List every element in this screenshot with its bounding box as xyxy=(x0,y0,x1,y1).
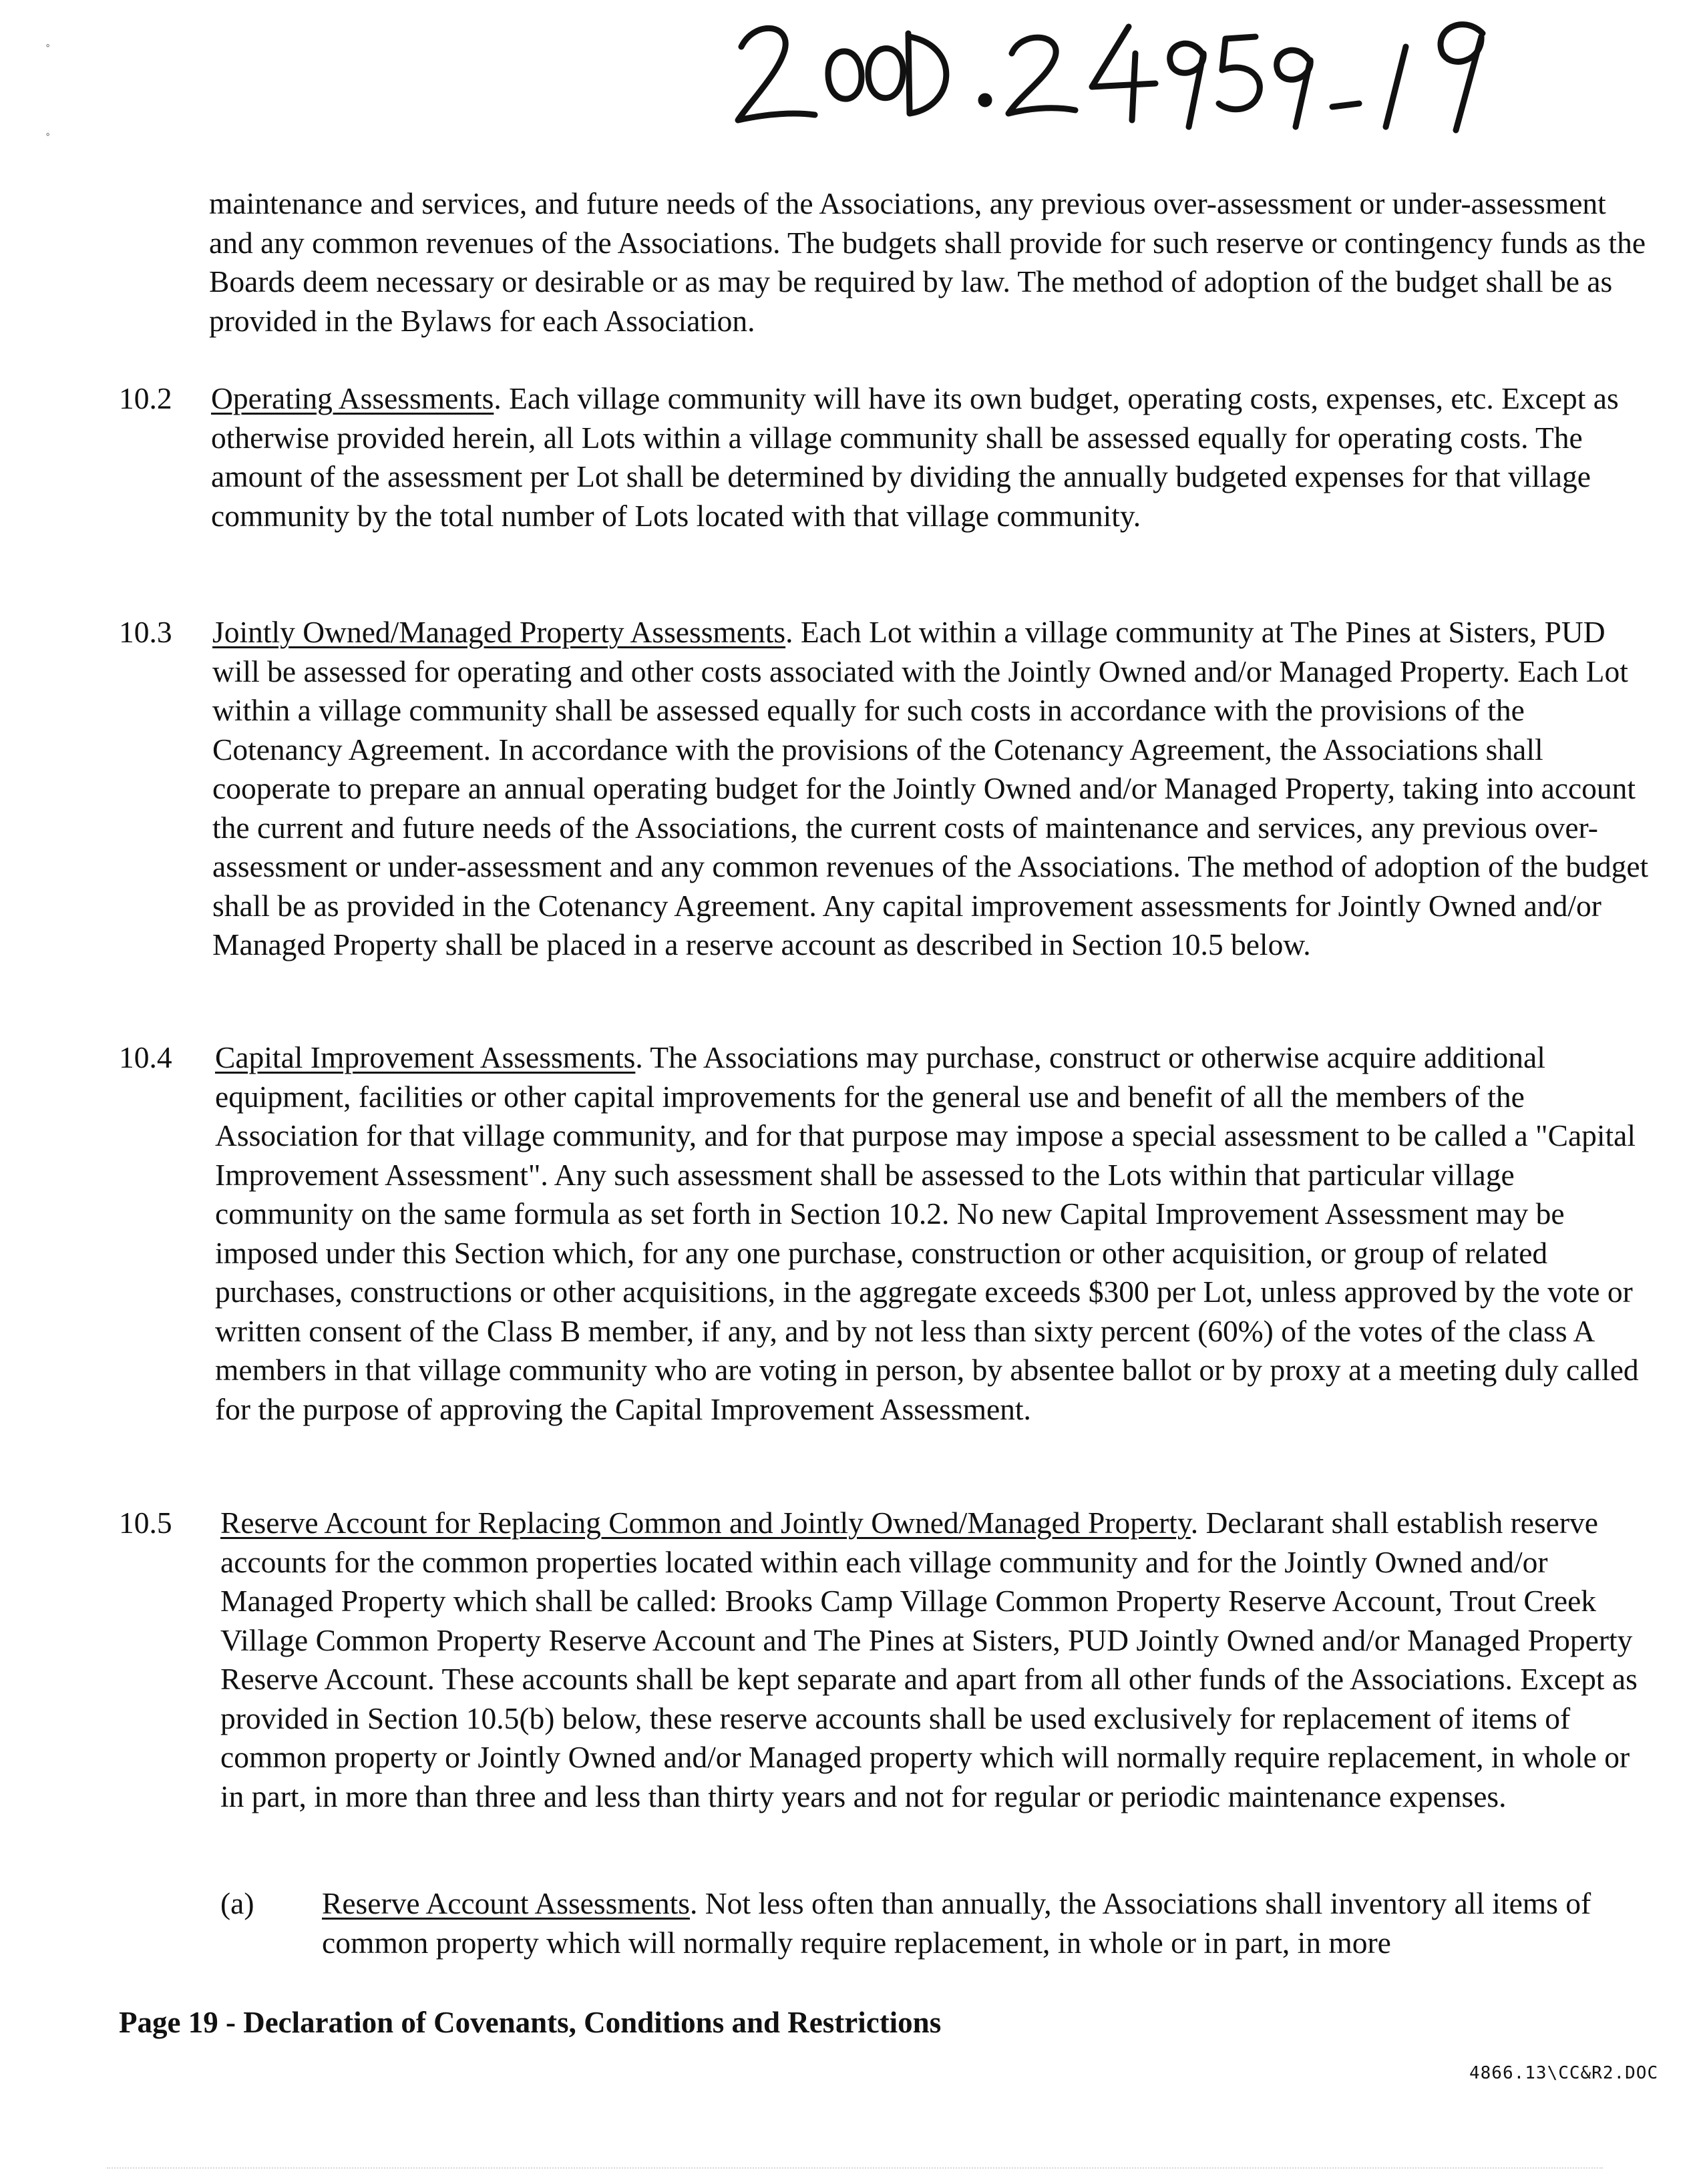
section-10-5-paragraph xyxy=(220,1504,1660,1816)
section-number: 10.4 xyxy=(119,1040,172,1074)
section-number: 10.3 xyxy=(119,615,172,649)
scan-speck: ˚ xyxy=(45,130,51,147)
handwritten-recording-number xyxy=(728,7,1630,134)
section-body: . The Associations may purchase, construct or otherwise acquire additional equipment, facilities or other capital improvements for the general use and benefit of all the members of the Association for that village community, and for that purpose may impose a special assessment to be called a "Capital Improvement Assessment". Any such assessment shall be assessed to the Lots within that particular village community on the same formula as set forth in Section 10.2. No new Capital Improvement Assessment may be imposed under this Section which, for any one purchase, construction or other acquisition, or group of related purchases, constructions or other acquisitions, in the aggregate exceeds $300 per Lot, unless approved by the vote or written consent of the Class B member, if any, and by not less than sixty percent (60%) of the votes of the class A members in that village community who are voting in person, by absentee ballot or by proxy at a meeting duly called for the purpose of approving the Capital Improvement Assessment. xyxy=(215,1040,1639,1426)
section-body: . Each village community will have its own budget, operating costs, expenses, etc. Except as otherwise provided herein, all Lots within a village community shall be assessed equally for operating costs. The amount of the assessment per Lot shall be determined by dividing the annually budgeted expenses for that village community by the total number of Lots located with that village community. xyxy=(211,381,1619,533)
scan-speck: ˚ xyxy=(45,41,51,58)
section-heading: Jointly Owned/Managed Property Assessments xyxy=(212,615,786,649)
subsection-heading: Reserve Account Assessments xyxy=(322,1886,690,1920)
subsection-body: . Not less often than annually, the Associations shall inventory all items of common property which will normally require replacement, in whole or in part, in more xyxy=(322,1886,1591,1960)
page-footer: Page 19 - Declaration of Covenants, Conditions and Restrictions xyxy=(119,2006,942,2039)
section-heading: Capital Improvement Assessments xyxy=(215,1040,636,1074)
document-reference: 4866.13\CC&R2.DOC xyxy=(1469,2063,1659,2083)
subsection-a-paragraph xyxy=(322,1884,1651,1962)
section-heading: Reserve Account for Replacing Common and Jointly Owned/Managed Property xyxy=(220,1506,1191,1540)
scan-edge-noise xyxy=(107,2163,1603,2169)
section-10-3-paragraph xyxy=(212,613,1655,965)
section-heading: Operating Assessments xyxy=(211,381,494,415)
section-10-2-paragraph xyxy=(211,379,1654,535)
section-body: . Declarant shall establish reserve accounts for the common properties located within each village community and for the Jointly Owned and/or Managed Property which shall be called: Brooks Camp Village Common Property Reserve Account, Trout Creek Village Common Property Reserve Account and The Pines at Sisters, PUD Jointly Owned and/or Managed Property Reserve Account. These accounts shall be kept separate and apart from all other funds of the Associations. Except as provided in Section 10.5(b) below, these reserve accounts shall be used exclusively for replacement of items of common property or Jointly Owned and/or Managed property which will normally require replacement, in whole or in part, in more than three and less than thirty years and not for regular or periodic maintenance expenses. xyxy=(220,1506,1638,1813)
section-number: 10.5 xyxy=(119,1506,172,1540)
section-10-4-paragraph xyxy=(215,1038,1658,1429)
section-body: . Each Lot within a village community at The Pines at Sisters, PUD will be assessed for operating and other costs associated with the Jointly Owned and/or Managed Property. Each Lot within a village community shall be assessed equally for such costs in accordance with the provisions of the Cotenancy Agreement. In accordance with the provisions of the Cotenancy Agreement, the Associations shall cooperate to prepare an annual operating budget for the Jointly Owned and/or Managed Property, taking into account the current and future needs of the Associations, the current costs of maintenance and services, any previous over-assessment or under-assessment and any common revenues of the Associations. The method of adoption of the budget shall be as provided in the Cotenancy Agreement. Any capital improvement assessments for Jointly Owned and/or Managed Property shall be placed in a reserve account as described in Section 10.5 below. xyxy=(212,615,1649,961)
opening-paragraph: maintenance and services, and future needs of the Associations, any previous over-assessment or under-assessment and any common revenues of the Associations. The budgets shall provide for such reserve or contingency funds as the Boards deem necessary or desirable or as may be required by law. The method of adoption of the budget shall be as provided in the Bylaws for each Association. xyxy=(209,186,1646,338)
section-number: 10.2 xyxy=(119,381,172,415)
subsection-label: (a) xyxy=(220,1886,254,1920)
